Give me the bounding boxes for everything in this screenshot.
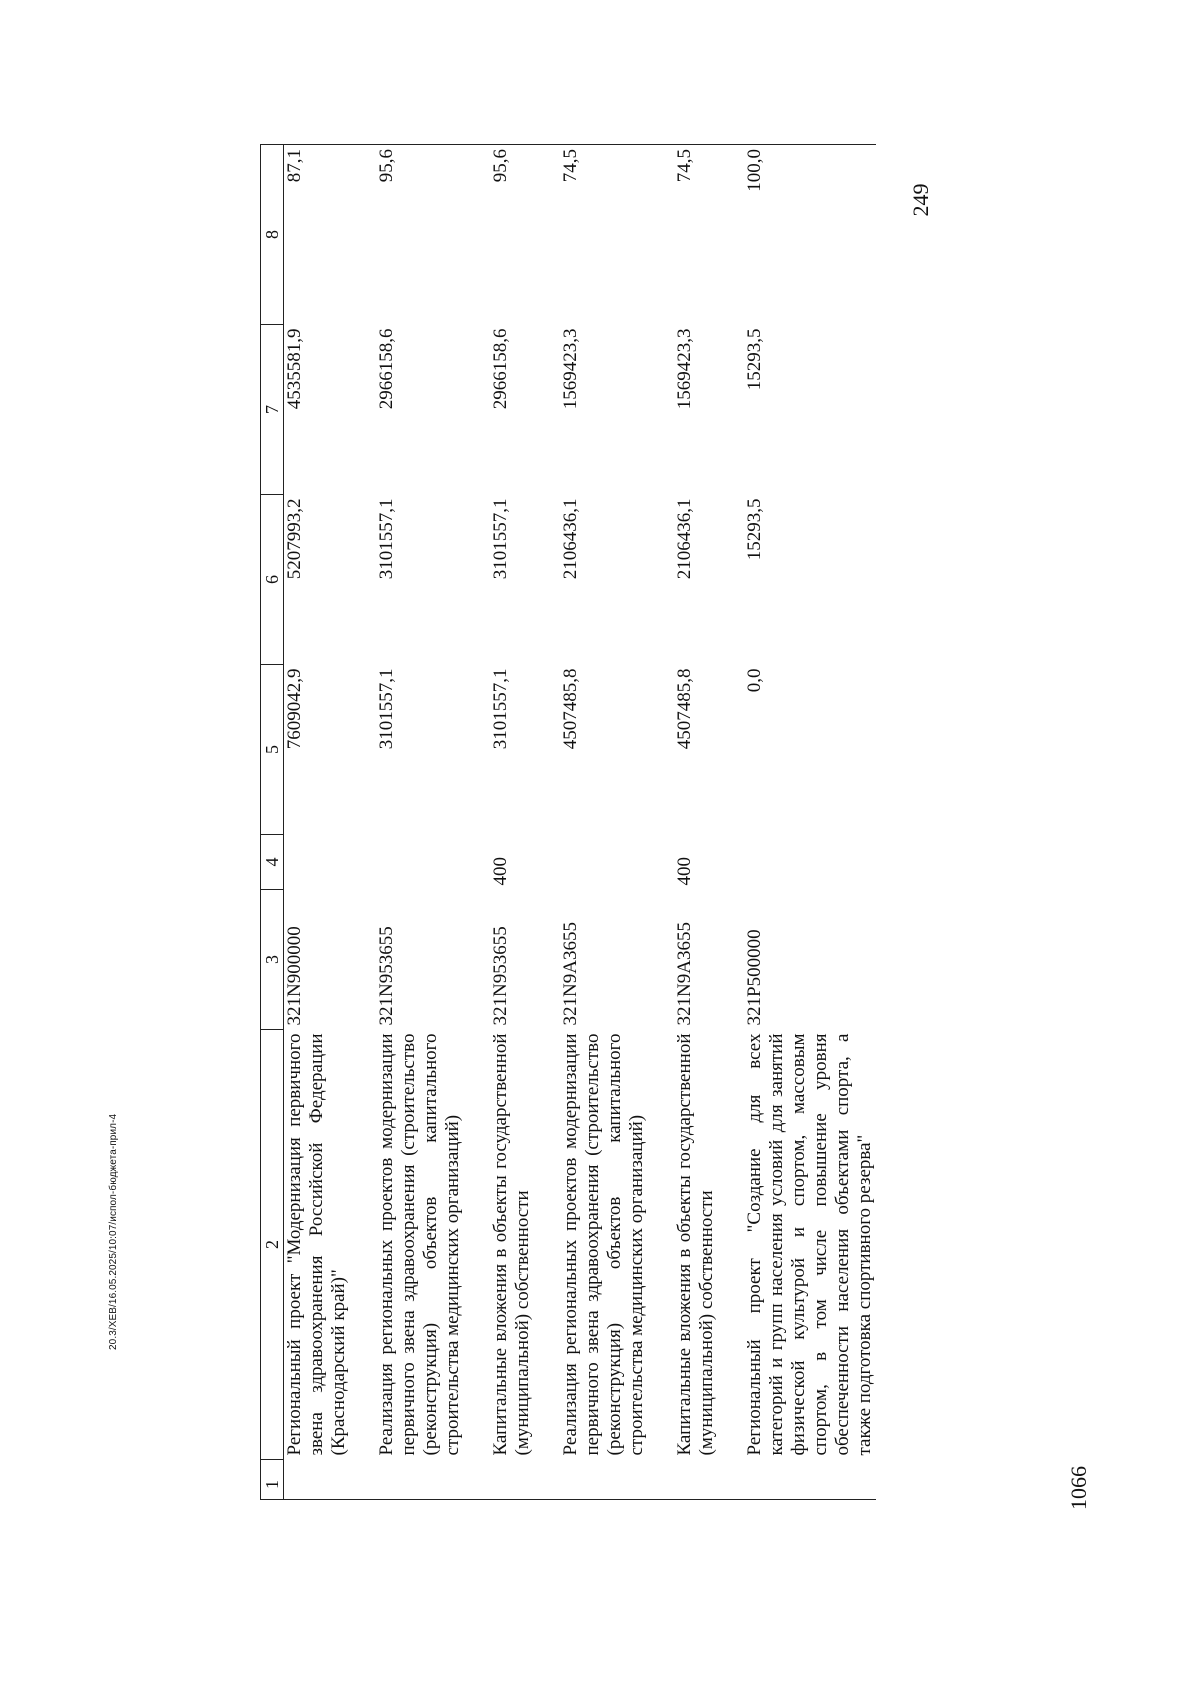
- row-type: 400: [674, 857, 695, 886]
- col-header-3: 3: [261, 890, 284, 1030]
- col-header-6: 6: [261, 495, 284, 665]
- header-row: [261, 145, 284, 1500]
- table-row: [374, 145, 464, 1500]
- col-header-5: 5: [261, 665, 284, 835]
- row-col8: 74,5: [558, 145, 648, 325]
- row-col5: 7609042,9: [284, 668, 305, 750]
- col-header-1: 1: [261, 1460, 284, 1500]
- row-type: [558, 835, 648, 890]
- row-description: Капитальные вложения в объекты государственной (муниципальной) собственности: [490, 1033, 533, 1456]
- row-col6: 15293,5: [744, 498, 765, 561]
- row-type: [374, 835, 464, 890]
- row-col5: 4507485,8: [560, 668, 581, 750]
- row-col6: 5207993,2: [284, 498, 305, 580]
- table-row: [284, 145, 351, 1500]
- side-page-number: 1066: [1066, 1466, 1091, 1510]
- row-description: Реализация региональных проектов модернизации первичного звена здравоохранения (строительство (реконструкция) объектов капитального строительства медицинских организаций): [560, 1033, 647, 1456]
- row-col5: 3101557,1: [376, 668, 397, 750]
- row-code: 321N900000: [284, 926, 305, 1026]
- row-col7: 2966158,6: [376, 328, 397, 410]
- row-col7: 1569423,3: [674, 328, 695, 410]
- row-code: 321P500000: [744, 929, 765, 1026]
- table-row: [558, 145, 648, 1500]
- row-col8: 95,6: [374, 145, 464, 325]
- row-description: Региональный проект "Модернизация первичного звена здравоохранения Российской Федерации (Краснодарский край)": [284, 1033, 349, 1456]
- row-description: Региональный проект "Создание для всех категорий и групп населения условий для занятий физической культурой и спортом, массовым спортом, в том числе повышение уровня обеспеченности населения объектами спорта, а также подготовка спортивного резерва": [744, 1033, 875, 1456]
- table-row: [672, 145, 718, 1500]
- row-col5: 3101557,1: [490, 668, 511, 750]
- row-col6: 2106436,1: [674, 498, 695, 580]
- row-col6: 3101557,1: [490, 498, 511, 580]
- row-description: Капитальные вложения в объекты государственной (муниципальной) собственности: [674, 1033, 717, 1456]
- row-col8: 74,5: [672, 145, 718, 325]
- table-row: [742, 145, 876, 1500]
- budget-table: [260, 144, 876, 1500]
- table-row: [488, 145, 534, 1500]
- row-col7: 4535581,9: [284, 328, 305, 410]
- row-col8: 95,6: [488, 145, 534, 325]
- col-header-8: 8: [261, 145, 284, 325]
- row-col6: 3101557,1: [376, 498, 397, 580]
- row-type: [284, 835, 351, 890]
- row-col7: 2966158,6: [490, 328, 511, 410]
- row-type: [742, 835, 876, 890]
- footer-stamp: 20.3/XEB/16.05.2025/10:07/испол-бюджета-прил-4: [108, 1113, 119, 1350]
- row-col8: 87,1: [284, 145, 351, 325]
- row-code: 321N953655: [376, 926, 397, 1026]
- row-type: 400: [490, 857, 511, 886]
- col-header-4: 4: [261, 835, 284, 890]
- row-col5: 4507485,8: [674, 668, 695, 750]
- row-col8: 100,0: [742, 145, 876, 325]
- row-code: 321N9A3655: [560, 922, 581, 1026]
- row-code: 321N953655: [490, 926, 511, 1026]
- row-col5: 0,0: [744, 668, 765, 693]
- row-col7: 1569423,3: [560, 328, 581, 410]
- rotated-page: [80, 60, 1120, 1540]
- page-number: 249: [908, 183, 933, 217]
- col-header-7: 7: [261, 325, 284, 495]
- col-header-2: 2: [261, 1030, 284, 1460]
- row-col6: 2106436,1: [560, 498, 581, 580]
- row-description: Реализация региональных проектов модернизации первичного звена здравоохранения (строительство (реконструкция) объектов капитального строительства медицинских организаций): [376, 1033, 463, 1456]
- row-col7: 15293,5: [744, 328, 765, 391]
- row-code: 321N9A3655: [674, 922, 695, 1026]
